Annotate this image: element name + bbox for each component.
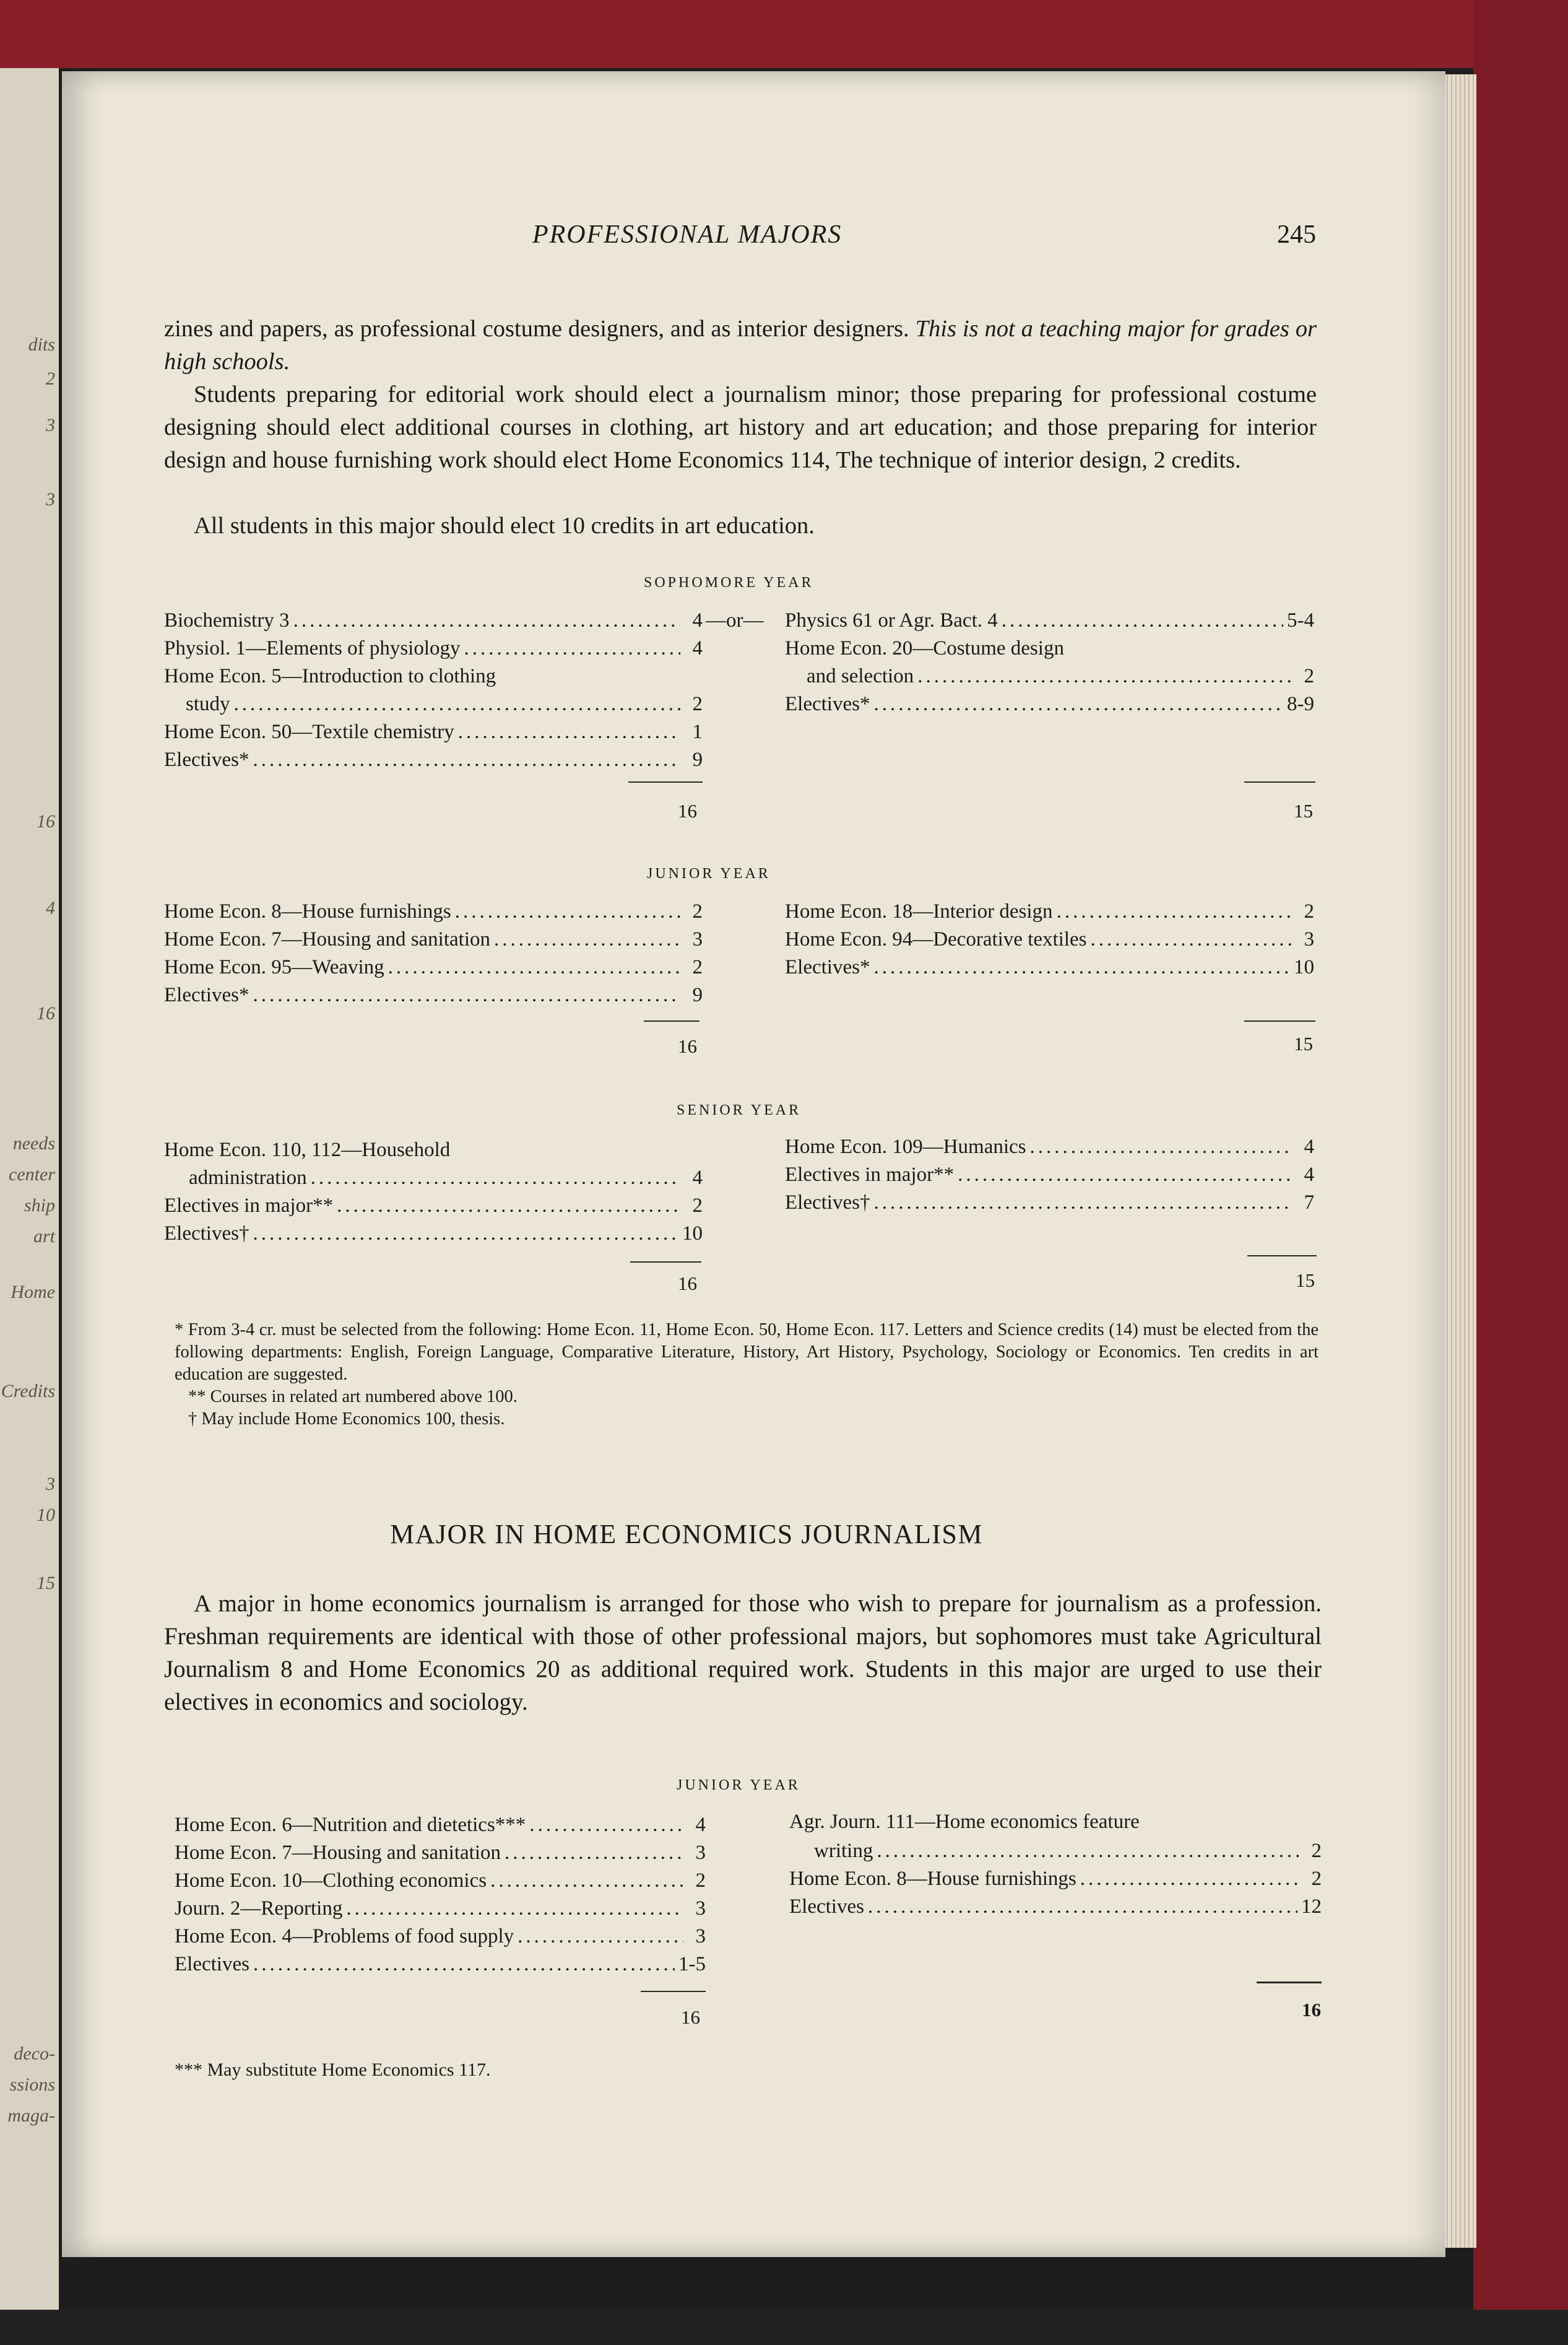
facing-page-edge (0, 68, 59, 2310)
table-row (789, 1890, 1322, 1918)
footnote-2: ** Courses in related art numbered above 100. (188, 1387, 518, 1406)
sum-rule (1247, 1255, 1317, 1256)
credits: 3 (695, 1925, 706, 1947)
course-label: Electives† (164, 1222, 249, 1245)
course-label: Biochemistry 3 (164, 609, 290, 632)
course-label: Home Econ. 50—Textile chemistry (164, 721, 454, 743)
sophomore-right-total: 15 (1294, 800, 1313, 822)
credits: 3 (695, 1842, 706, 1864)
journalism-text: A major in home economics journalism is arranged for those who wish to prepare for journalism as a profession. Freshman requirements are identical with those of other professional majors, but sophomores must take Agricultural Journalism 8 and Home Economics 20 as additional required work. Students in this major are urged to use their electives in economics and sociology. (164, 1590, 1322, 1715)
table-row (785, 895, 1314, 923)
course-label: Home Econ. 10—Clothing economics (175, 1869, 487, 1892)
table-row (164, 1133, 703, 1162)
course-label: Home Econ. 7—Housing and sanitation (175, 1842, 501, 1864)
facing-page-fragment: 3 (46, 489, 55, 510)
course-label: Physics 61 or Agr. Bact. 4 (785, 609, 998, 632)
course-label: Home Econ. 94—Decorative textiles (785, 928, 1087, 951)
table-row (164, 978, 703, 1007)
credits: 2 (1311, 1868, 1322, 1890)
course-label: Home Econ. 5—Introduction to clothing (164, 665, 496, 687)
credits: 12 (1301, 1895, 1322, 1918)
course-label: study (186, 693, 230, 715)
facing-page-fragment: maga- (7, 2105, 55, 2126)
credits: 8-9 (1287, 693, 1314, 715)
facing-page-fragment: 3 (46, 415, 55, 435)
credits: 1-5 (678, 1953, 706, 1975)
course-label: Agr. Journ. 111—Home economics feature (789, 1811, 1140, 1833)
credits: 4 (695, 1814, 706, 1836)
background-bottom (0, 2310, 1568, 2345)
course-label: Journ. 2—Reporting (175, 1897, 343, 1920)
running-head: PROFESSIONAL MAJORS (532, 220, 842, 249)
table-row (175, 1864, 706, 1892)
table-row (814, 1834, 1322, 1863)
table-row (785, 1158, 1314, 1186)
facing-page-fragment: center (9, 1164, 55, 1185)
credits: 4 (692, 637, 703, 659)
course-label: Home Econ. 109—Humanics (785, 1136, 1026, 1158)
journalism-right-total: 16 (1302, 1999, 1321, 2021)
credits: 2 (1304, 900, 1314, 923)
credits: 3 (695, 1897, 706, 1920)
sum-rule (628, 781, 703, 783)
table-row (164, 604, 703, 632)
facing-page-fragment: 4 (46, 898, 55, 918)
journalism-footnote-text: *** May substitute Home Economics 117. (175, 2060, 491, 2080)
table-row (789, 1805, 1322, 1834)
table-row (186, 687, 703, 716)
course-label: Electives* (164, 984, 249, 1006)
course-label: Home Econ. 95—Weaving (164, 956, 384, 978)
credits: 3 (1304, 928, 1314, 951)
table-row (785, 1130, 1314, 1159)
sum-rule (641, 1991, 706, 1992)
sum-rule (644, 1020, 700, 1022)
facing-page-fragment: 15 (37, 1573, 55, 1593)
intro-text: zines and papers, as professional costume designers, and as interior designers. (164, 316, 916, 342)
junior-year-title: JUNIOR YEAR (647, 866, 771, 882)
table-row (175, 1947, 706, 1976)
course-label: Home Econ. 18—Interior design (785, 900, 1053, 923)
sophomore-year-title: SOPHOMORE YEAR (644, 575, 814, 591)
table-row (164, 632, 703, 660)
facing-page-fragment: 2 (46, 368, 55, 389)
facing-page-fragment: 10 (37, 1505, 55, 1525)
course-label: Home Econ. 110, 112—Household (164, 1139, 451, 1161)
senior-right-total: 15 (1296, 1269, 1315, 1291)
course-label: Home Econ. 8—House furnishings (789, 1868, 1076, 1890)
page-number: 245 (1277, 220, 1316, 249)
table-row (175, 1920, 706, 1948)
table-row (175, 1892, 706, 1920)
table-row (164, 659, 703, 688)
credits: 2 (692, 1194, 703, 1217)
course-label: and selection (807, 665, 914, 687)
course-label: Electives in major** (785, 1164, 955, 1186)
facing-page-fragment: needs (12, 1133, 55, 1154)
credits: 2 (1311, 1840, 1322, 1862)
table-row (789, 1862, 1322, 1890)
credits: 4 (1304, 1164, 1314, 1186)
course-label: Home Econ. 8—House furnishings (164, 900, 451, 923)
course-label: Electives (175, 1953, 249, 1975)
table-row (807, 659, 1314, 688)
course-label: administration (189, 1167, 307, 1189)
credits: 2 (1304, 665, 1314, 687)
or-label: —or— (706, 609, 764, 632)
facing-page-fragment: 16 (37, 811, 55, 832)
journalism-junior-title: JUNIOR YEAR (677, 1777, 800, 1793)
table-row (785, 923, 1314, 951)
table-row (785, 632, 1314, 660)
senior-year-title: SENIOR YEAR (677, 1102, 802, 1118)
credits: 9 (692, 984, 703, 1006)
facing-page-fragment: deco- (14, 2043, 55, 2064)
credits: 2 (695, 1869, 706, 1892)
credits: 7 (1304, 1191, 1314, 1214)
credits: 10 (682, 1222, 703, 1245)
section-heading: MAJOR IN HOME ECONOMICS JOURNALISM (390, 1519, 983, 1549)
facing-page-fragment: Home (11, 1282, 55, 1302)
credits: 5-4 (1287, 609, 1314, 632)
course-label: Home Econ. 6—Nutrition and dietetics*** (175, 1814, 526, 1836)
course-label: Electives† (785, 1191, 870, 1214)
course-label: Electives in major** (164, 1194, 334, 1217)
facing-page-fragment: 16 (37, 1003, 55, 1024)
course-label: Home Econ. 7—Housing and sanitation (164, 928, 491, 951)
credits: 4 (1304, 1136, 1314, 1158)
intro-paragraph-2 (164, 378, 1317, 477)
senior-left-total: 16 (678, 1273, 697, 1294)
table-row (785, 1186, 1314, 1214)
table-row (785, 604, 1314, 632)
table-row (164, 951, 703, 979)
sum-rule (1257, 1982, 1322, 1983)
table-row (189, 1161, 703, 1190)
intro-text: All students in this major should elect 10 credits in art education. (194, 513, 815, 539)
junior-left-total: 16 (678, 1035, 697, 1057)
course-label: Electives* (785, 693, 870, 715)
credits: 4 (692, 1167, 703, 1189)
table-row (164, 715, 703, 744)
or-separator (706, 604, 786, 632)
journalism-left-total: 16 (681, 2006, 700, 2028)
junior-right-total: 15 (1294, 1033, 1313, 1055)
journalism-footnote (175, 2059, 732, 2081)
intro-paragraph-3 (164, 510, 1317, 542)
book-cover-top (0, 0, 1568, 68)
sum-rule (1244, 1020, 1315, 1022)
table-row (785, 687, 1314, 716)
table-row (164, 1217, 703, 1245)
facing-page-fragment: ship (24, 1195, 55, 1216)
table-row (164, 923, 703, 951)
table-row (175, 1836, 706, 1864)
credits: 2 (692, 956, 703, 978)
course-label: Physiol. 1—Elements of physiology (164, 637, 461, 659)
credits: 9 (692, 749, 703, 771)
facing-page-fragment: art (33, 1226, 55, 1246)
course-label: Electives* (164, 749, 249, 771)
credits: 2 (692, 900, 703, 923)
footnote-3: † May include Home Economics 100, thesis. (188, 1409, 505, 1429)
sum-rule (1244, 781, 1315, 783)
footnote-1: * From 3-4 cr. must be selected from the following: Home Econ. 11, Home Econ. 50, Home Econ. 117. Letters and Science credits (14) must be elected from the following departments: English, Foreign Language, Comparative Literature, History, Art History, Psychology, Sociology or Economics. Ten credits in art education are suggested. (175, 1320, 1319, 1384)
course-label: Home Econ. 20—Costume design (785, 637, 1064, 659)
table-row (164, 743, 703, 772)
sophomore-left-total: 16 (678, 800, 697, 822)
credits: 4 (692, 609, 703, 632)
course-label: writing (814, 1840, 873, 1862)
facing-page-fragment: 3 (46, 1474, 55, 1494)
journalism-paragraph (164, 1587, 1322, 1718)
credits: 3 (692, 928, 703, 951)
book-cover-right (1473, 0, 1568, 2345)
table-row (164, 895, 703, 923)
course-label: Electives* (785, 956, 870, 978)
course-label: Electives (789, 1895, 864, 1918)
table-row (175, 1808, 706, 1837)
facing-page-fragment: ssions (9, 2074, 55, 2095)
credits: 10 (1294, 956, 1314, 978)
sum-rule (630, 1261, 701, 1263)
facing-page-fragment: Credits (1, 1381, 55, 1401)
table-row (785, 951, 1314, 979)
intro-text: Students preparing for editorial work should elect a journalism minor; those preparing for professional costume designing should elect additional courses in clothing, art history and art education; and those preparing for interior design and house furnishing work should elect Home Economics 114, The technique of interior design, 2 credits. (164, 381, 1317, 473)
credits: 2 (692, 693, 703, 715)
footnotes (175, 1319, 1319, 1430)
intro-paragraph-1 (164, 313, 1317, 378)
facing-page-fragment: dits (28, 334, 55, 355)
intro-italic-note: This is not a teaching major for grades or high schools. (164, 316, 1317, 375)
credits: 1 (692, 721, 703, 743)
course-label: Home Econ. 4—Problems of food supply (175, 1925, 514, 1947)
table-row (164, 1189, 703, 1217)
